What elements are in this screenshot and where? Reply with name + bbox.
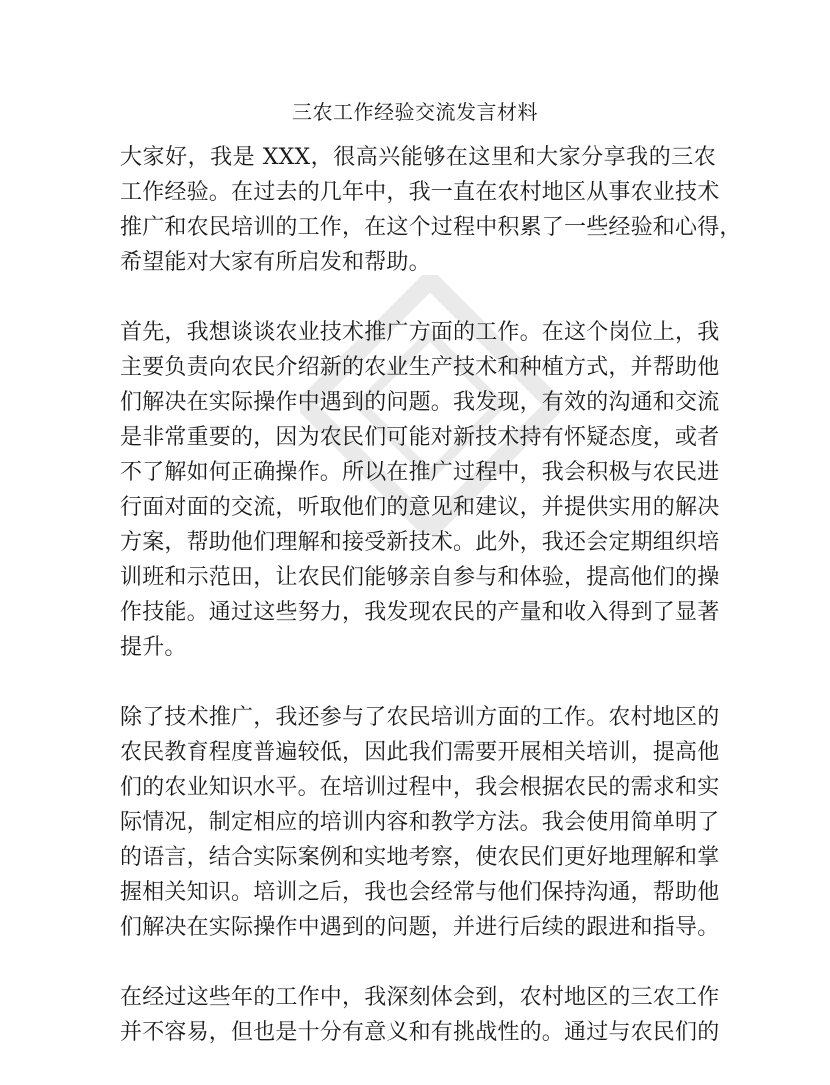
text-line: 在经过这些年的工作中，我深刻体会到，农村地区的三农工作 [120,985,720,1010]
text-line: 训班和示范田，让农民们能够亲自参与和体验，提高他们的操 [120,565,720,590]
text-line: 大家好，我是 XXX，很高兴能够在这里和大家分享我的三农 [120,145,716,170]
text-line: 们解决在实际操作中遇到的问题。我发现，有效的沟通和交流 [120,390,720,415]
text-line: 作技能。通过这些努力，我发现农民的产量和收入得到了显著 [120,600,720,625]
paragraph-tech-promotion [120,315,720,665]
text-line: 握相关知识。培训之后，我也会经常与他们保持沟通，帮助他 [120,880,720,905]
paragraph-reflection [120,980,720,1050]
text-line: 提升。 [120,635,187,660]
text-line: 除了技术推广，我还参与了农民培训方面的工作。农村地区的 [120,705,720,730]
paragraph-intro [120,140,742,280]
text-line: 方案，帮助他们理解和接受新技术。此外，我还会定期组织培 [120,530,720,555]
text-line: 并不容易，但也是十分有意义和有挑战性的。通过与农民们的 [120,1020,720,1045]
text-line: 们的农业知识水平。在培训过程中，我会根据农民的需求和实 [120,775,720,800]
document-title: 三农工作经验交流发言材料 [292,100,538,124]
text-line: 不了解如何正确操作。所以在推广过程中，我会积极与农民进 [120,460,720,485]
text-line: 推广和农民培训的工作，在这个过程中积累了一些经验和心得， [120,215,742,240]
text-line: 农民教育程度普遍较低，因此我们需要开展相关培训，提高他 [120,740,720,765]
text-line: 工作经验。在过去的几年中，我一直在农村地区从事农业技术 [120,180,720,205]
text-line: 首先，我想谈谈农业技术推广方面的工作。在这个岗位上，我 [120,320,720,345]
text-line: 希望能对大家有所启发和帮助。 [120,250,431,275]
document-body [120,140,742,1085]
text-line: 际情况，制定相应的培训内容和教学方法。我会使用简单明了 [120,810,720,835]
text-line: 主要负责向农民介绍新的农业生产技术和种植方式，并帮助他 [120,355,720,380]
text-line: 的语言，结合实际案例和实地考察，使农民们更好地理解和掌 [120,845,720,870]
text-line: 是非常重要的，因为农民们可能对新技术持有怀疑态度，或者 [120,425,720,450]
paragraph-farmer-training [120,700,720,945]
text-line: 行面对面的交流，听取他们的意见和建议，并提供实用的解决 [120,495,720,520]
text-line: 们解决在实际操作中遇到的问题，并进行后续的跟进和指导。 [120,915,720,940]
